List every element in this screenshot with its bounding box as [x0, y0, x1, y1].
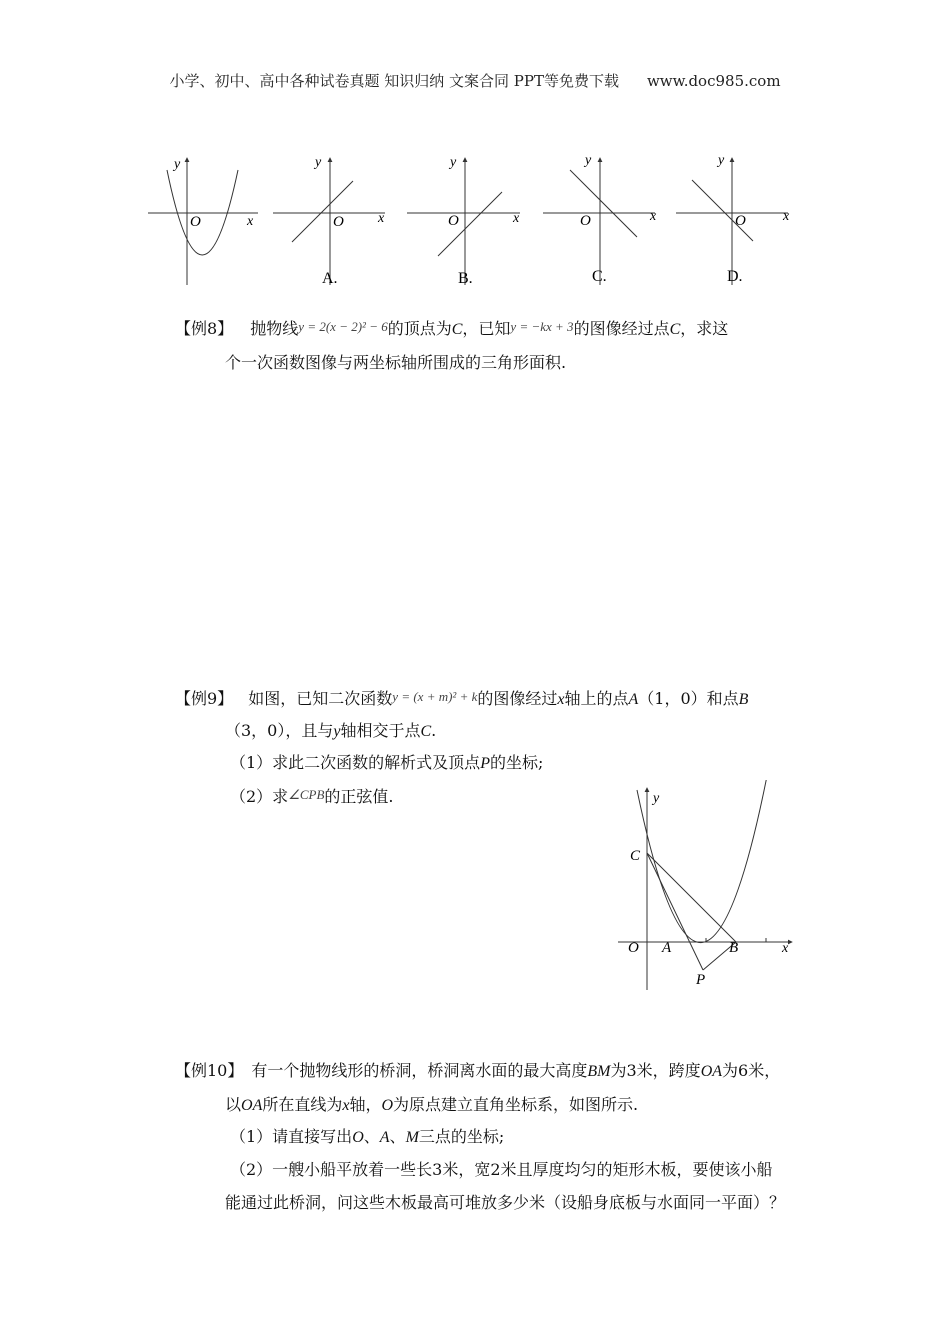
point-c: C — [669, 321, 681, 338]
ex9-text: 如图，已知二次函数 — [248, 689, 393, 708]
ex9-text: （1，0）和点 — [638, 689, 739, 708]
segment-oa: OA — [241, 1097, 263, 1114]
graph-option-c — [543, 153, 657, 285]
ex10-text: （1）请直接写出 — [230, 1127, 353, 1146]
origin-label: O — [448, 213, 459, 229]
ex10-text: 、 — [389, 1127, 406, 1146]
ex8-text: ，已知 — [462, 319, 511, 338]
graph-option-a — [273, 155, 385, 287]
header-text: 小学、初中、高中各种试卷真题 知识归纳 文案合同 PPT等免费下载 — [169, 72, 619, 90]
fig-x-label: x — [782, 941, 789, 956]
origin-label: O — [333, 214, 344, 230]
fig-y-label: y — [653, 791, 660, 806]
ex10-text: 为3米，跨度 — [610, 1061, 701, 1080]
ex10-text: 所在直线为 — [262, 1095, 343, 1114]
axis-x-label: x — [247, 214, 254, 229]
ex9-text: 的坐标; — [489, 753, 544, 772]
ex10-text: 有一个抛物线形的桥洞，桥洞离水面的最大高度 — [251, 1061, 588, 1080]
fig-point-b: B — [729, 940, 739, 956]
ex9-text: （1）求此二次函数的解析式及顶点 — [230, 753, 481, 772]
axis-x-label: x — [783, 209, 790, 224]
axis-y-label: y — [585, 153, 592, 168]
point-a: A — [628, 691, 639, 708]
ex10-question1 — [230, 1122, 504, 1153]
header-site: www.doc985.com — [646, 72, 781, 90]
ex10-tag: 【例10】 — [175, 1061, 244, 1080]
ex10-text: 为6米， — [722, 1061, 781, 1080]
fig-point-c: C — [630, 848, 641, 864]
ex10-text: 以 — [225, 1095, 242, 1114]
point-m: M — [405, 1129, 419, 1146]
fig-point-p: P — [696, 972, 706, 988]
ex9-text: （3，0），且与 — [225, 721, 334, 740]
axis-y-label: y — [718, 153, 725, 168]
axis-y-label: y — [450, 155, 457, 170]
ex9-question1 — [230, 748, 543, 779]
graph-option-b — [407, 155, 520, 287]
ex10-line2 — [225, 1090, 638, 1121]
option-b-label: B. — [458, 270, 473, 287]
point-b: B — [738, 691, 749, 708]
ex8-text: 的顶点为 — [387, 319, 452, 338]
point-a: A — [379, 1129, 390, 1146]
ex9-text: （2）求 — [230, 787, 289, 806]
ex10-text: 、 — [363, 1127, 380, 1146]
option-d-label: D. — [727, 268, 743, 285]
angle-cpb: ∠CPB — [288, 787, 325, 802]
ex9-text: 的正弦值. — [324, 787, 394, 806]
ex8-line1 — [175, 312, 728, 345]
ex9-line1 — [175, 682, 748, 715]
ex8-formula-parabola: y = 2(x − 2)² − 6 — [298, 319, 388, 334]
ex10-text: 为原点建立直角坐标系，如图所示. — [393, 1095, 639, 1114]
point-p: P — [480, 755, 490, 772]
axis-x-label: x — [513, 211, 520, 226]
segment-oa: OA — [700, 1063, 723, 1080]
ex10-question2-cont: 能通过此桥洞，问这些木板最高可堆放多少米（设船身底板与水面同一平面）？ — [225, 1193, 786, 1212]
page-header — [0, 70, 950, 91]
ex9-text: . — [431, 721, 437, 740]
var-x: x — [557, 691, 565, 708]
ex9-figure — [610, 780, 810, 995]
point-c: C — [420, 723, 432, 740]
point-o: O — [381, 1097, 394, 1114]
axis-x-label: x — [378, 211, 385, 226]
axis-y-label: y — [174, 157, 181, 172]
ex8-formula-line: y = −kx + 3 — [510, 319, 574, 334]
point-o: O — [352, 1129, 364, 1146]
ex8-text: 的图像经过点 — [573, 319, 670, 338]
axis-y-label: y — [315, 155, 322, 170]
option-a-label: A. — [322, 270, 338, 287]
ex8-line2: 个一次函数图像与两坐标轴所围成的三角形面积. — [225, 353, 567, 372]
ex10-text: 三点的坐标; — [418, 1127, 505, 1146]
segment-bm: BM — [587, 1063, 611, 1080]
ex9-text: 轴相交于点 — [340, 721, 421, 740]
ex9-formula: y = (x + m)² + k — [392, 689, 478, 704]
ex10-question2: （2）一艘小船平放着一些长3米，宽2米且厚度均匀的矩形木板，要使该小船 — [230, 1160, 773, 1179]
ex9-text: 轴上的点 — [564, 689, 629, 708]
point-c: C — [451, 321, 463, 338]
ex8-text: 抛物线 — [250, 319, 299, 338]
var-y: y — [333, 723, 341, 740]
fig-origin: O — [628, 940, 639, 956]
var-x: x — [342, 1097, 350, 1114]
graph-option-d — [676, 153, 790, 285]
fig-point-a: A — [662, 940, 672, 956]
ex9-tag: 【例9】 — [175, 689, 234, 708]
graph-parabola — [148, 157, 258, 285]
ex9-line2 — [225, 716, 436, 747]
ex10-text: 轴， — [349, 1095, 382, 1114]
ex9-question2 — [230, 780, 394, 812]
ex9-text: 的图像经过 — [477, 689, 558, 708]
origin-label: O — [190, 214, 201, 230]
graphs-row — [140, 150, 810, 295]
origin-label: O — [580, 213, 591, 229]
option-c-label: C. — [592, 268, 607, 285]
ex8-text: ，求这 — [680, 319, 729, 338]
origin-label: O — [735, 213, 746, 229]
ex8-tag: 【例8】 — [175, 319, 234, 338]
ex10-line1 — [175, 1056, 780, 1087]
axis-x-label: x — [650, 209, 657, 224]
